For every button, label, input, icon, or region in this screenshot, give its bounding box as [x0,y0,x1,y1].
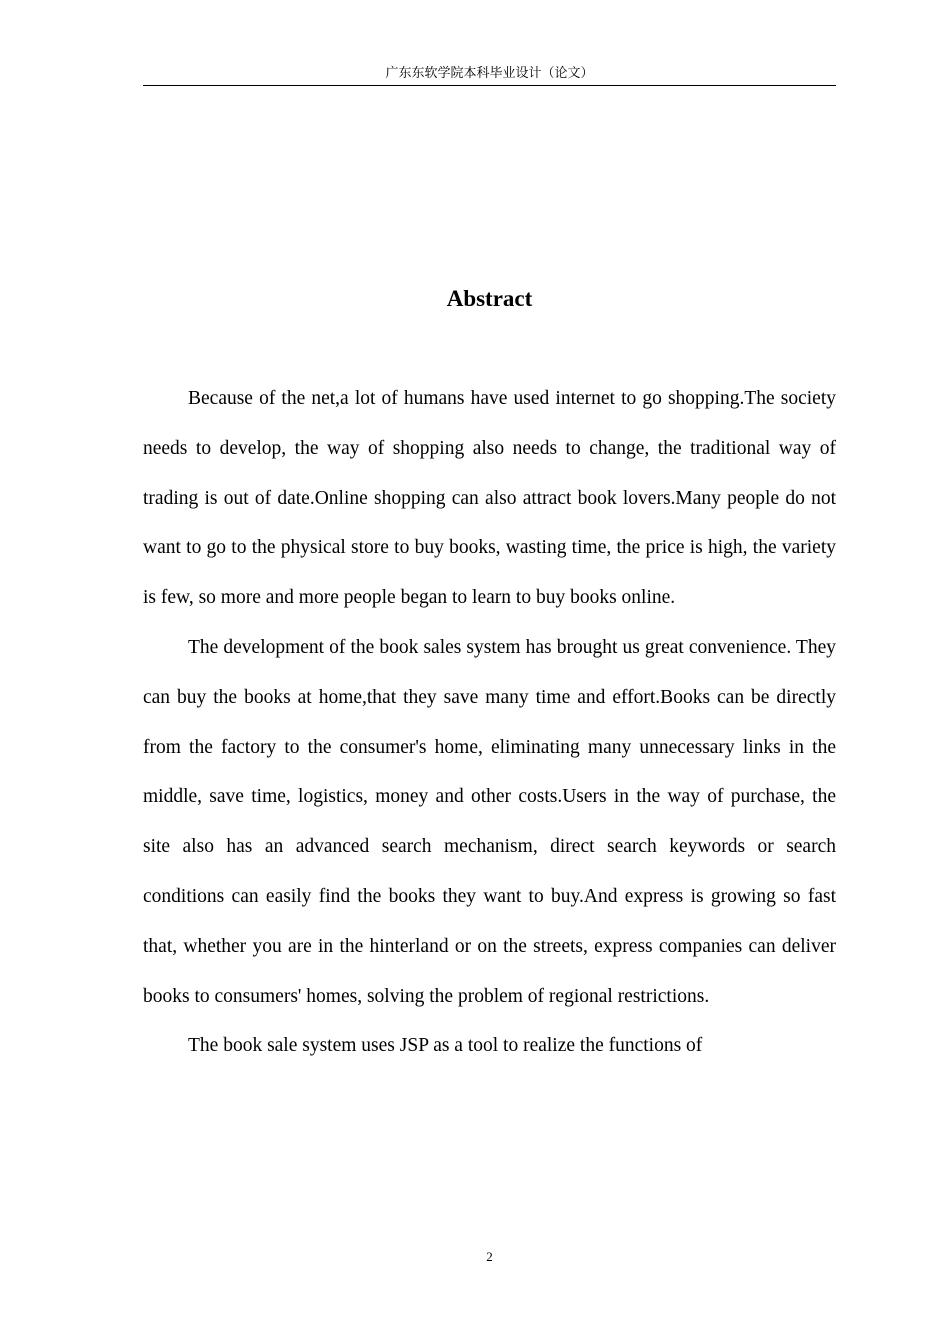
abstract-body [143,374,836,1071]
page-number: 2 [486,1249,493,1264]
paragraph-3: The book sale system uses JSP as a tool to realize the functions of [188,1035,703,1057]
paragraph-1: Because of the net,a lot of humans have used internet to go shopping.The society needs to develop, the way of shopping also needs to change, the traditional way of trading is out of date.Online shopping can also attract book lovers.Many people do not want to go to the physical store to buy books, wasting time, the price is high, the variety is few, so more and more people began to learn to buy books online. [143,388,836,609]
paragraph-2: The development of the book sales system has brought us great convenience. They can buy the books at home,that they save many time and effort.Books can be directly from the factory to the consumer's home, eliminating many unnecessary links in the middle, save time, logistics, money and other costs.Users in the way of purchase, the site also has an advanced search mechanism, direct search keywords or search conditions can easily find the books they want to buy.And express is growing so fast that, whether you are in the hinterland or on the streets, express companies can deliver books to consumers' homes, solving the problem of regional restrictions. [143,636,836,1007]
page-header: 广东东软学院本科毕业设计（论文） [385,65,594,80]
abstract-title: Abstract [446,286,533,311]
header-rule [143,85,836,86]
